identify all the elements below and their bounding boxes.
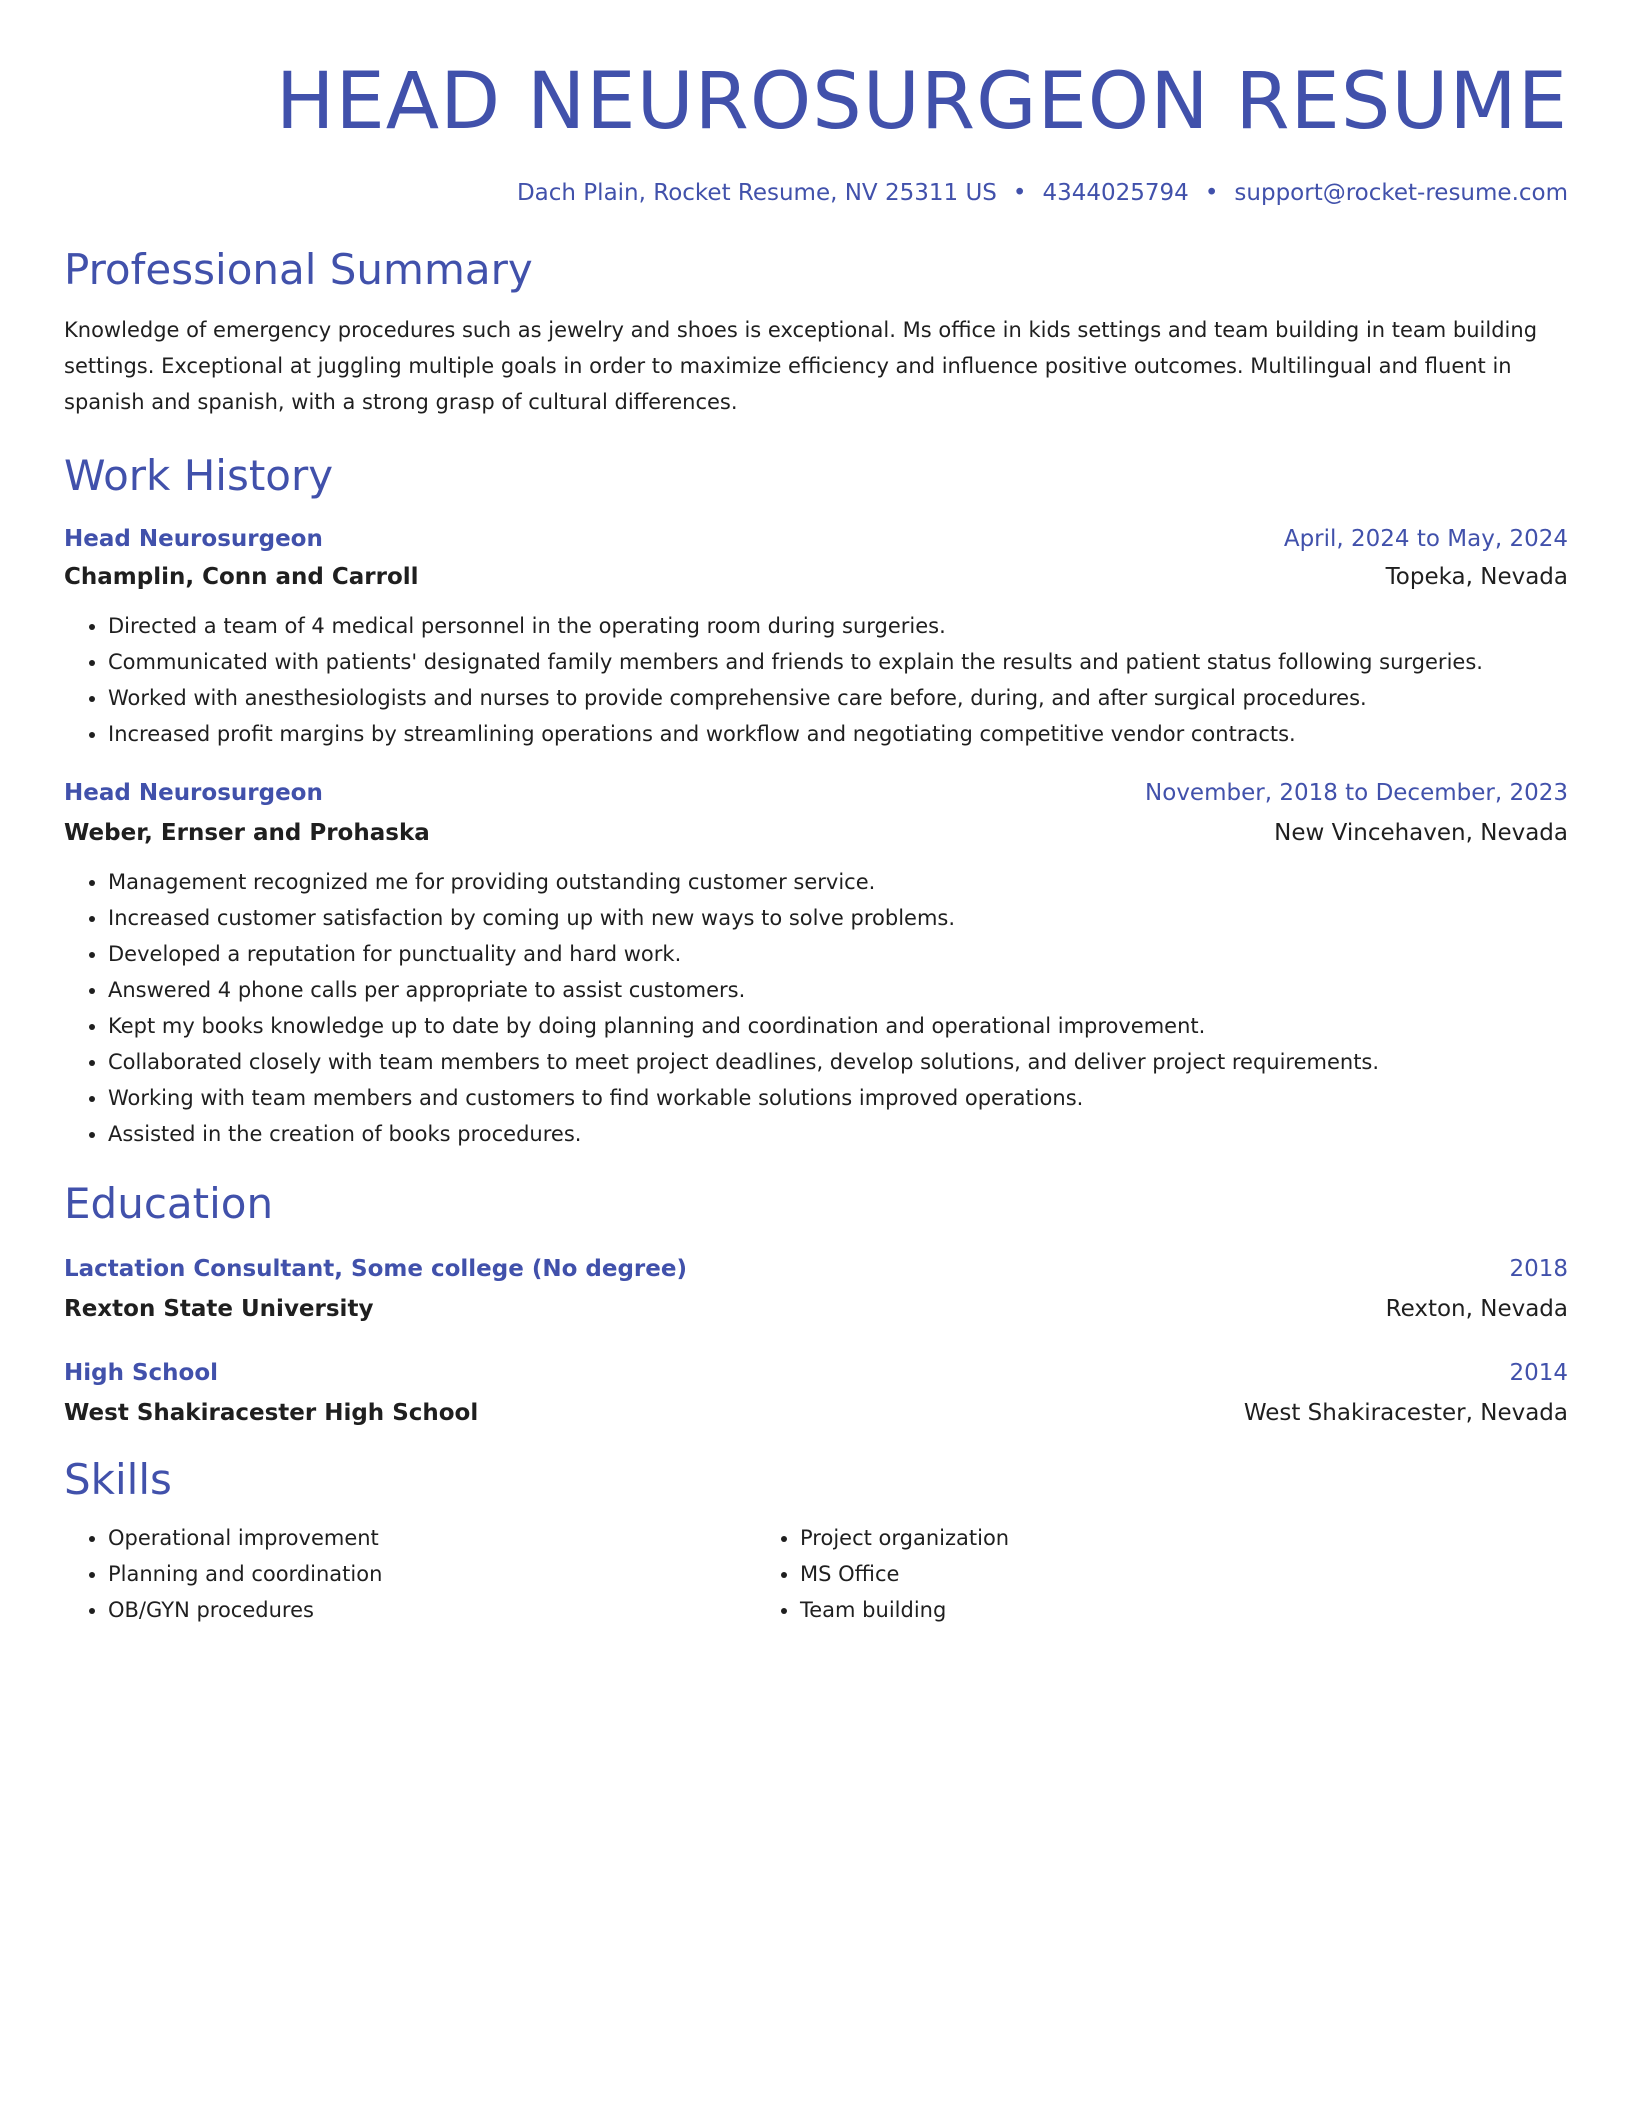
- education-entry: [64, 1356, 1568, 1430]
- job-entry: [64, 776, 1568, 1152]
- education-school: Rexton State University: [64, 1296, 374, 1322]
- skills-heading: Skills: [64, 1455, 172, 1504]
- job-company: Weber, Ernser and Prohaska: [64, 820, 430, 846]
- job-bullet: • Developed a reputation for punctuality and hard work.: [108, 936, 1568, 972]
- education-location: Rexton, Nevada: [1385, 1296, 1568, 1322]
- job-bullet: • Communicated with patients' designated family members and friends to explain the results and patient status following surgeries.: [108, 644, 1568, 680]
- education-year: 2018: [1509, 1256, 1568, 1282]
- job-bullet: • Management recognized me for providing outstanding customer service.: [108, 864, 1568, 900]
- education-degree-row: [64, 1252, 1568, 1286]
- job-bullet: • Kept my books knowledge up to date by doing planning and coordination and operational improvement.: [108, 1008, 1568, 1044]
- job-bullet: • Collaborated closely with team members to meet project deadlines, develop solutions, and deliver project requirements.: [108, 1044, 1568, 1080]
- job-bullets: [64, 864, 1568, 1152]
- contact-line: [64, 178, 1568, 208]
- skill-item: • Planning and coordination: [108, 1556, 756, 1592]
- job-title: Head Neurosurgeon: [64, 780, 323, 806]
- work-history-heading: Work History: [64, 451, 334, 500]
- job-bullet: • Answered 4 phone calls per appropriate to assist customers.: [108, 972, 1568, 1008]
- contact-phone: 4344025794: [1042, 180, 1189, 206]
- contact-address: Dach Plain, Rocket Resume, NV 25311 US: [516, 180, 997, 206]
- education-degree: Lactation Consultant, Some college (No degree): [64, 1256, 687, 1282]
- job-bullet: • Working with team members and customers to find workable solutions improved operations.: [108, 1080, 1568, 1116]
- job-bullet: • Increased profit margins by streamlining operations and workflow and negotiating competitive vendor contracts.: [108, 716, 1568, 752]
- skills-column-left: [64, 1520, 756, 1628]
- skills-list: [64, 1520, 1568, 1628]
- skill-item: • MS Office: [800, 1556, 1448, 1592]
- contact-email: support@rocket-resume.com: [1234, 180, 1568, 206]
- job-location: Topeka, Nevada: [1385, 564, 1568, 590]
- education-school-row: [64, 1292, 1568, 1326]
- job-title: Head Neurosurgeon: [64, 526, 323, 552]
- job-dates: November, 2018 to December, 2023: [1145, 780, 1568, 806]
- skill-item: • Project organization: [800, 1520, 1448, 1556]
- job-bullets: [64, 608, 1568, 752]
- job-bullet: • Assisted in the creation of books procedures.: [108, 1116, 1568, 1152]
- skill-item: • Operational improvement: [108, 1520, 756, 1556]
- job-company-row: [64, 816, 1568, 850]
- skill-item: • Team building: [800, 1592, 1448, 1628]
- job-location: New Vincehaven, Nevada: [1274, 820, 1568, 846]
- resume-title: HEAD NEUROSURGEON RESUME: [275, 57, 1568, 147]
- education-school-row: [64, 1396, 1568, 1430]
- job-title-row: [64, 522, 1568, 556]
- job-bullet: • Worked with anesthesiologists and nurses to provide comprehensive care before, during, and after surgical procedures.: [108, 680, 1568, 716]
- education-location: West Shakiracester, Nevada: [1243, 1400, 1568, 1426]
- summary-text: Knowledge of emergency procedures such as jewelry and shoes is exceptional. Ms office in kids settings and team building in team building settings. Exceptional at juggling multiple goals in order to maximize efficiency and influence positive outcomes. Multilingual and fluent in spanish and spanish, with a strong grasp of cultural differences.: [64, 318, 1538, 414]
- job-bullet: • Directed a team of 4 medical personnel in the operating room during surgeries.: [108, 608, 1568, 644]
- job-company: Champlin, Conn and Carroll: [64, 564, 419, 590]
- job-entry: [64, 522, 1568, 752]
- job-bullet: • Increased customer satisfaction by coming up with new ways to solve problems.: [108, 900, 1568, 936]
- education-year: 2014: [1509, 1360, 1568, 1386]
- separator-dot: •: [1012, 180, 1027, 206]
- education-degree: High School: [64, 1360, 219, 1386]
- education-school: West Shakiracester High School: [64, 1400, 479, 1426]
- summary-heading: Professional Summary: [64, 245, 533, 294]
- separator-dot: •: [1204, 180, 1219, 206]
- education-entry: [64, 1252, 1568, 1326]
- education-degree-row: [64, 1356, 1568, 1390]
- skill-item: • OB/GYN procedures: [108, 1592, 756, 1628]
- skills-column-right: [756, 1520, 1448, 1628]
- job-dates: April, 2024 to May, 2024: [1283, 526, 1568, 552]
- job-title-row: [64, 776, 1568, 810]
- education-heading: Education: [64, 1179, 274, 1228]
- job-company-row: [64, 560, 1568, 594]
